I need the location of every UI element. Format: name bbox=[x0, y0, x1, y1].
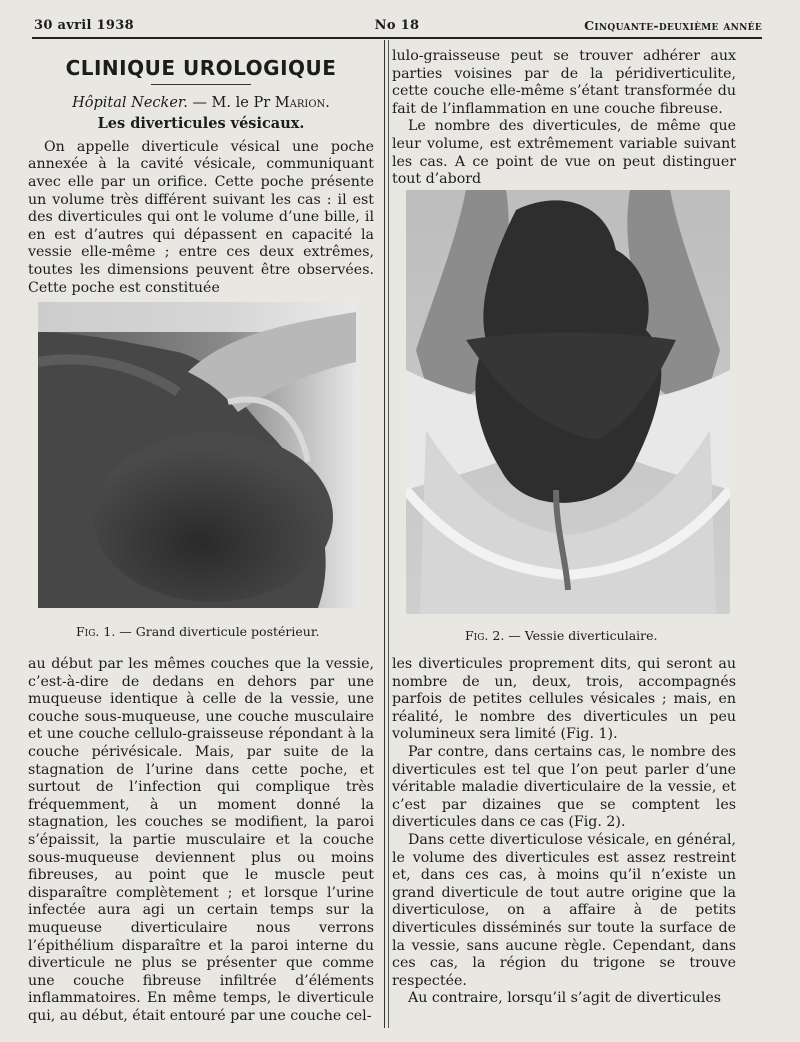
figure-1-text: — Grand diverticule postérieur. bbox=[115, 624, 320, 639]
paragraph: les diverticules proprement dits, qui seront au nombre de un, deux, trois, accompagnés parfois de petites cellules vésicales ; mais, en réalité, le nombre des diverticules un peu volumineux sera limité (Fig. 1). bbox=[392, 656, 736, 743]
right-column-top bbox=[392, 48, 736, 189]
header-rule bbox=[32, 37, 762, 39]
column-divider bbox=[384, 40, 385, 1028]
figure-1-xray bbox=[38, 302, 356, 608]
title-rule bbox=[151, 84, 251, 85]
paragraph: au début par les mêmes couches que la vessie, c’est-à-dire de dedans en dehors par une muqueuse identique à celle de la vessie, une couche sous-muqueuse, une couche musculaire et une couche cellulo-graisseuse répondant à la couche périvésicale. Mais, par suite de la stagnation de l’urine dans cette poche, et surtout de l’infection qui complique très fréquemment, à un moment donné la stagnation, les couches se modifient, la paroi s’épaissit, la partie musculaire et la couche sous-muqueuse deviennent plus ou moins fibreuses, au point que le muscle peut disparaître complètement ; et lorsque l’urine infectée aura agi un certain temps sur la muqueuse diverticulaire nous verrons l’épithélium disparaître et la paroi interne du diverticule ne plus se présenter que comme une couche fibreuse infiltrée d’éléments inflammatoires. En même temps, le diverticule qui, au début, était entouré par une couche cel- bbox=[28, 656, 374, 1024]
page-header bbox=[32, 14, 762, 36]
xray-image-1 bbox=[38, 302, 356, 608]
issue-number: No 18 bbox=[374, 18, 420, 33]
figure-1-label: Fig. 1. bbox=[76, 624, 116, 639]
figure-2-caption bbox=[465, 628, 658, 643]
paragraph: Au contraire, lorsqu’il s’agit de diverticules bbox=[408, 990, 722, 1007]
figure-1-caption bbox=[76, 624, 319, 639]
left-column-bottom bbox=[28, 656, 374, 1025]
issue-date: 30 avril 1938 bbox=[34, 18, 134, 33]
author-name: Marion. bbox=[274, 94, 330, 111]
paragraph: lulo-graisseuse peut se trouver adhérer aux parties voisines par de la péridiverticulite, cette couche elle-même s’étant transformée du fait de l’inflammation en une couche fibreuse. bbox=[392, 48, 736, 117]
byline bbox=[28, 95, 374, 113]
article-title: Les diverticules vésicaux. bbox=[97, 115, 305, 133]
paragraph: On appelle diverticule vésical une poche annexée à la cavité vésicale, communiquant avec elle par un orifice. Cette poche présente un volume très différent suivant les cas : il est des diverticules qui ont le volume d’une bille, il en est d’autres qui dépassent en capacité la vessie elle-même ; entre ces deux extrêmes, toutes les dimensions peuvent être observées. Cette poche est constituée bbox=[28, 138, 374, 296]
hospital-name: Hôpital Necker. bbox=[72, 94, 188, 111]
left-column-top bbox=[28, 56, 374, 297]
publication-year: Cinquante-deuxième année bbox=[584, 18, 762, 33]
right-column-bottom bbox=[392, 656, 736, 1008]
xray-image-2 bbox=[406, 190, 730, 614]
paragraph: Dans cette diverticulose vésicale, en général, le volume des diverticules est assez restreint et, dans ces cas, à moins qu’il n’existe un grand diverticule de tout autre origine que la diverticulose, on a affaire à de petits diverticules disséminés sur toute la surface de la vessie, sans aucune règle. Cependant, dans ces cas, la région du trigone se trouve respectée. bbox=[392, 831, 736, 989]
section-title: CLINIQUE UROLOGIQUE bbox=[65, 56, 337, 80]
author-prefix: — M. le Pr bbox=[187, 94, 275, 111]
figure-2-text: — Vessie diverticulaire. bbox=[504, 628, 658, 643]
paragraph: Le nombre des diverticules, de même que leur volume, est extrêmement variable suivant les cas. A ce point de vue on peut distinguer tout d’abord bbox=[392, 118, 736, 188]
figure-2-label: Fig. 2. bbox=[465, 628, 505, 643]
paragraph: Par contre, dans certains cas, le nombre des diverticules est tel que l’on peut parler d’une véritable maladie diverticulaire de la vessie, et c’est par dizaines que se comptent les diverticules dans ce cas (Fig. 2). bbox=[392, 743, 736, 831]
figure-2-xray bbox=[406, 190, 730, 614]
column-divider-inner bbox=[388, 40, 389, 1028]
